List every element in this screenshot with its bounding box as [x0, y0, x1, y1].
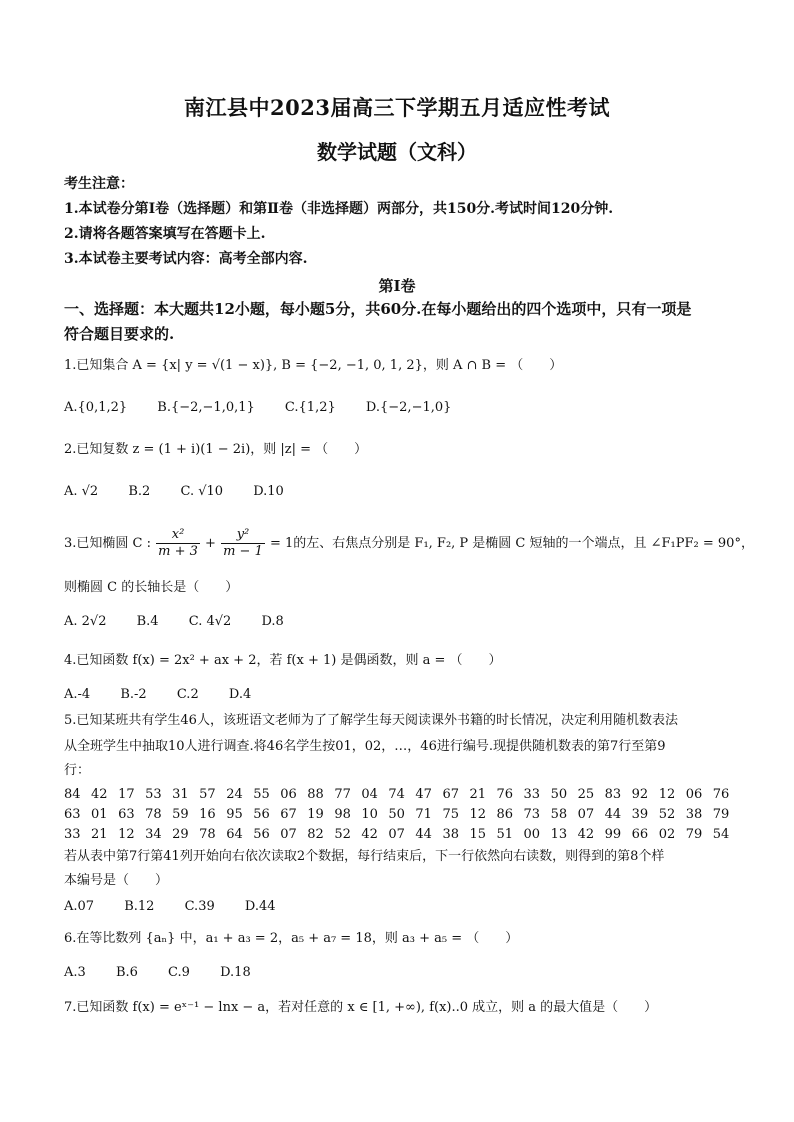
random-number-cell: 79 [685, 827, 703, 842]
option: A. √2 [64, 484, 99, 499]
question-3-stem [64, 526, 754, 562]
random-number-cell: 55 [253, 787, 270, 802]
random-table-row-9 [64, 825, 734, 845]
random-number-cell: 42 [577, 827, 595, 842]
questions [64, 0, 754, 1122]
option: C. √10 [180, 484, 224, 499]
fraction [156, 527, 200, 560]
random-number-cell: 01 [91, 807, 108, 822]
notes-item-1: 1.本试卷分第Ⅰ卷（选择题）和第Ⅱ卷（非选择题）两部分，共150分.考试时间120分钟. [64, 201, 614, 217]
option: D.{−2,−1,0} [365, 400, 452, 415]
notes-item-2: 2.请将各题答案填写在答题卡上. [64, 226, 266, 242]
random-number-cell: 71 [415, 807, 432, 822]
option: B.12 [124, 899, 155, 914]
random-number-cell: 06 [280, 787, 297, 802]
random-number-cell: 04 [361, 787, 378, 802]
random-number-cell: 73 [523, 807, 541, 822]
option: C.{1,2} [284, 400, 336, 415]
option: A. 2√2 [64, 614, 107, 629]
fraction-denominator: m + 3 [158, 544, 198, 559]
random-number-cell: 21 [469, 787, 487, 802]
random-number-cell: 51 [496, 827, 514, 842]
option: A.-4 [64, 687, 91, 702]
random-number-cell: 25 [577, 787, 595, 802]
question-3-stem-pre: 3.已知椭圆 C : [64, 536, 151, 551]
random-number-cell: 34 [145, 827, 162, 842]
option: A.07 [64, 899, 95, 914]
random-number-cell: 92 [631, 787, 649, 802]
exam-subtitle: 数学试题（文科） [317, 140, 477, 164]
option: A.{0,1,2} [64, 400, 128, 415]
option: D.18 [220, 965, 251, 980]
question-3-stem-post: = 1的左、右焦点分别是 F₁, F₂, P 是椭圆 C 短轴的一个端点，且 ∠F₁PF₂ = 90°， [270, 536, 754, 551]
random-number-cell: 12 [118, 827, 135, 842]
notes-item-3: 3.本试卷主要考试内容：高考全部内容. [64, 251, 308, 267]
random-number-cell: 82 [307, 827, 324, 842]
random-number-cell: 83 [604, 787, 622, 802]
random-number-cell: 17 [118, 787, 135, 802]
random-number-cell: 31 [172, 787, 189, 802]
question-5-line-1: 5.已知某班共有学生46人，该班语文老师为了了解学生每天阅读课外书籍的时长情况，决定利用随机数表法 [64, 713, 678, 728]
random-number-cell: 52 [658, 807, 676, 822]
question-2-options [64, 482, 310, 502]
random-number-cell: 63 [64, 807, 81, 822]
question-3-stem-line-2: 则椭圆 C 的长轴长是（ ） [64, 580, 239, 595]
random-number-cell: 59 [172, 807, 189, 822]
random-number-cell: 07 [280, 827, 297, 842]
random-number-cell: 98 [334, 807, 351, 822]
random-number-cell: 33 [523, 787, 541, 802]
option: C.9 [168, 965, 190, 980]
random-number-cell: 06 [685, 787, 703, 802]
random-number-cell: 44 [415, 827, 432, 842]
fraction [221, 527, 265, 560]
question-5-line-3: 行： [64, 763, 91, 778]
random-number-cell: 02 [658, 827, 676, 842]
question-5-line-5: 本编号是（ ） [64, 873, 169, 888]
random-number-cell: 52 [334, 827, 351, 842]
random-number-cell: 12 [658, 787, 676, 802]
random-number-cell: 66 [631, 827, 649, 842]
question-5-options [64, 897, 302, 917]
option: C. 4√2 [188, 614, 232, 629]
random-number-cell: 16 [199, 807, 216, 822]
question-4-stem: 4.已知函数 f(x) = 2x² + ax + 2，若 f(x + 1) 是偶函数，则 a = （ ） [64, 653, 502, 668]
random-number-cell: 42 [361, 827, 378, 842]
option: B.4 [136, 614, 159, 629]
question-1-options [64, 398, 477, 418]
random-number-cell: 75 [442, 807, 459, 822]
random-number-cell: 79 [712, 807, 730, 822]
option: B.{−2,−1,0,1} [157, 400, 255, 415]
exam-title: 南江县中2023届高三下学期五月适应性考试 [184, 95, 610, 120]
random-number-cell: 29 [172, 827, 189, 842]
random-number-cell: 10 [361, 807, 378, 822]
random-number-cell: 57 [199, 787, 216, 802]
random-number-cell: 64 [226, 827, 243, 842]
section-heading-line-2: 符合题目要求的. [64, 325, 175, 343]
question-1-stem: 1.已知集合 A = {x| y = √(1 − x)}, B = {−2, −1, 0, 1, 2}，则 A ∩ B = （ ） [64, 358, 563, 373]
option: D.44 [244, 899, 276, 914]
question-4-options [64, 685, 277, 705]
random-number-cell: 15 [469, 827, 487, 842]
random-number-cell: 38 [442, 827, 459, 842]
random-number-cell: 86 [496, 807, 514, 822]
option: A.3 [64, 965, 86, 980]
random-number-cell: 19 [307, 807, 324, 822]
random-number-cell: 77 [334, 787, 351, 802]
random-number-cell: 76 [496, 787, 514, 802]
random-number-cell: 88 [307, 787, 324, 802]
random-number-cell: 67 [280, 807, 297, 822]
question-5-line-4: 若从表中第7行第41列开始向右依次读取2个数据，每行结束后，下一行依然向右读数，则得到的第8个样 [64, 849, 665, 864]
notes-heading: 考生注意： [64, 176, 134, 192]
option: B.6 [115, 965, 138, 980]
random-table-row-7 [64, 785, 734, 805]
option: B.-2 [120, 687, 147, 702]
question-7-stem: 7.已知函数 f(x) = eˣ⁻¹ − lnx − a，若对任意的 x ∈ [1, +∞), f(x)..0 成立，则 a 的最大值是（ ） [64, 1000, 658, 1015]
random-number-cell: 38 [685, 807, 703, 822]
random-number-cell: 95 [226, 807, 243, 822]
option: B.2 [128, 484, 151, 499]
random-number-cell: 12 [469, 807, 487, 822]
random-number-cell: 50 [388, 807, 405, 822]
option: D.8 [261, 614, 284, 629]
random-number-cell: 76 [712, 787, 730, 802]
question-3-options [64, 612, 310, 632]
random-number-cell: 78 [199, 827, 216, 842]
random-number-cell: 50 [550, 787, 568, 802]
question-6-options [64, 963, 277, 983]
fraction-numerator: x² [156, 527, 200, 544]
plus-sign: + [205, 536, 216, 551]
random-number-cell: 56 [253, 827, 270, 842]
option: D.4 [228, 687, 252, 702]
random-number-cell: 78 [145, 807, 162, 822]
random-number-cell: 07 [388, 827, 405, 842]
random-number-cell: 21 [91, 827, 108, 842]
random-number-cell: 00 [523, 827, 541, 842]
question-5-line-2: 从全班学生中抽取10人进行调查.将46名学生按01，02，…，46进行编号.现提供随机数表的第7行至第9 [64, 739, 666, 754]
fraction-denominator: m − 1 [223, 544, 263, 559]
random-number-cell: 67 [442, 787, 459, 802]
random-number-cell: 56 [253, 807, 270, 822]
question-2-stem: 2.已知复数 z = (1 + i)(1 − 2i)，则 |z| = （ ） [64, 442, 368, 457]
option: C.2 [176, 687, 199, 702]
random-number-cell: 54 [712, 827, 730, 842]
random-number-cell: 53 [145, 787, 162, 802]
random-number-cell: 74 [388, 787, 405, 802]
random-number-cell: 07 [577, 807, 595, 822]
option: C.39 [184, 899, 215, 914]
random-number-cell: 99 [604, 827, 622, 842]
random-number-cell: 44 [604, 807, 622, 822]
random-number-cell: 58 [550, 807, 568, 822]
random-number-cell: 13 [550, 827, 568, 842]
section-heading-line-1: 一、选择题：本大题共12小题，每小题5分，共60分.在每小题给出的四个选项中，只有一项是 [64, 300, 692, 318]
random-number-cell: 47 [415, 787, 432, 802]
fraction-numerator: y² [221, 527, 265, 544]
random-number-cell: 42 [91, 787, 108, 802]
volume-heading: 第Ⅰ卷 [378, 277, 416, 295]
random-table-row-8 [64, 805, 734, 825]
option: D.10 [253, 484, 284, 499]
random-number-cell: 84 [64, 787, 81, 802]
random-number-cell: 24 [226, 787, 243, 802]
random-number-cell: 39 [631, 807, 649, 822]
random-number-cell: 63 [118, 807, 135, 822]
question-6-stem: 6.在等比数列 {aₙ} 中，a₁ + a₃ = 2，a₅ + a₇ = 18，则 a₃ + a₅ = （ ） [64, 931, 519, 946]
random-number-cell: 33 [64, 827, 81, 842]
